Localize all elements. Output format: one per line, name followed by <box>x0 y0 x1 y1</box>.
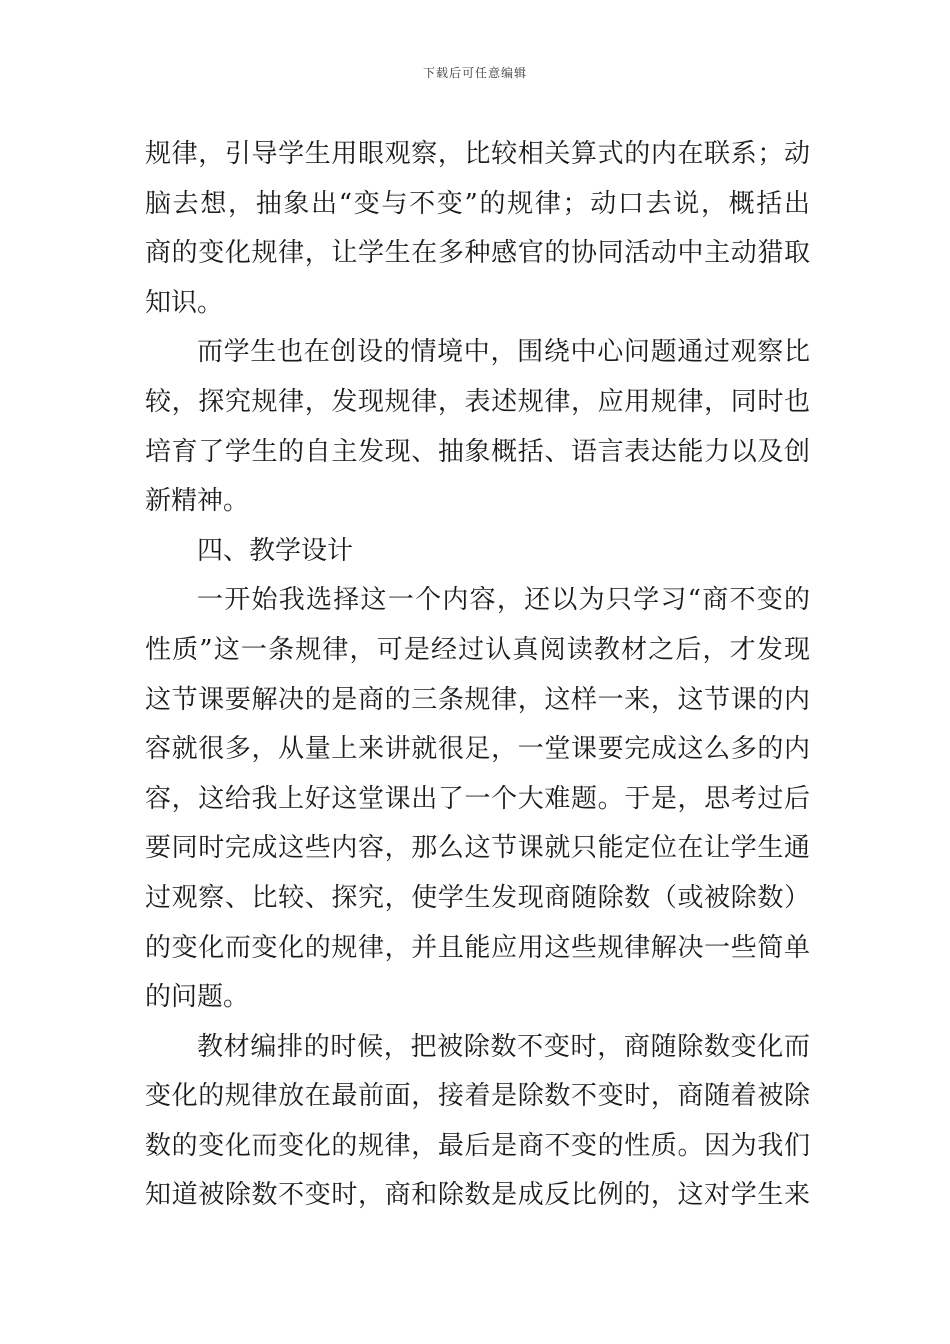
text-line-content: 知道被除数不变时，商和除数是成反比例的，这对学生来 <box>145 1180 810 1211</box>
text-line-content: 容就很多，从量上来讲就很足，一堂课要完成这么多的内 <box>145 734 810 765</box>
text-line <box>145 477 810 527</box>
text-line-content: 新精神。 <box>145 486 250 517</box>
text-line-content: 容，这给我上好这堂课出了一个大难题。于是，思考过后 <box>145 783 810 814</box>
text-line-content: 培育了学生的自主发现、抽象概括、语言表达能力以及创 <box>145 436 810 467</box>
text-line <box>145 180 810 230</box>
text-line-content: 的变化而变化的规律，并且能应用这些规律解决一些简单 <box>145 932 810 963</box>
page-header: 下载后可任意编辑 <box>422 66 527 80</box>
section-heading <box>145 527 810 577</box>
text-line <box>145 924 810 974</box>
text-line <box>145 378 810 428</box>
text-line-content: 教材编排的时候，把被除数不变时，商随除数变化而 <box>197 1031 810 1062</box>
text-line-content: 脑去想，抽象出“变与不变”的规律；动口去说，概括出 <box>145 188 810 219</box>
text-line <box>145 676 810 726</box>
text-line <box>145 229 810 279</box>
text-line <box>145 1122 810 1172</box>
text-line <box>145 130 810 180</box>
text-line-content: 规律，引导学生用眼观察，比较相关算式的内在联系；动 <box>145 139 810 169</box>
text-line <box>145 1171 810 1221</box>
text-line <box>145 279 810 329</box>
text-line-content: 这节课要解决的是商的三条规律，这样一来，这节课的内 <box>145 684 810 715</box>
text-line <box>145 973 810 1023</box>
text-line-content: 而学生也在创设的情境中，围绕中心问题通过观察比 <box>197 337 810 368</box>
text-line <box>145 576 810 626</box>
text-line-content: 较，探究规律，发现规律，表述规律，应用规律，同时也 <box>145 386 810 417</box>
text-line <box>145 428 810 478</box>
text-line-content: 性质”这一条规律，可是经过认真阅读教材之后，才发现 <box>145 634 810 665</box>
text-line-content: 数的变化而变化的规律，最后是商不变的性质。因为我们 <box>145 1130 810 1161</box>
text-line-content: 变化的规律放在最前面，接着是除数不变时，商随着被除 <box>145 1081 810 1112</box>
document-body <box>145 130 810 1221</box>
text-line-content: 过观察、比较、探究，使学生发现商随除数（或被除数） <box>145 882 810 913</box>
text-line <box>145 626 810 676</box>
text-line <box>145 725 810 775</box>
text-line <box>145 1072 810 1122</box>
text-line-content: 要同时完成这些内容，那么这节课就只能定位在让学生通 <box>145 833 810 864</box>
text-line <box>145 775 810 825</box>
text-line <box>145 1023 810 1073</box>
text-line-content: 知识。 <box>145 287 224 318</box>
text-line-content: 商的变化规律，让学生在多种感官的协同活动中主动猎取 <box>145 238 810 269</box>
text-line <box>145 874 810 924</box>
text-line <box>145 824 810 874</box>
text-line-content: 四、教学设计 <box>197 535 354 566</box>
text-line <box>145 328 810 378</box>
text-line-content: 一开始我选择这一个内容，还以为只学习“商不变的 <box>197 585 810 616</box>
text-line-content: 的问题。 <box>145 982 250 1013</box>
